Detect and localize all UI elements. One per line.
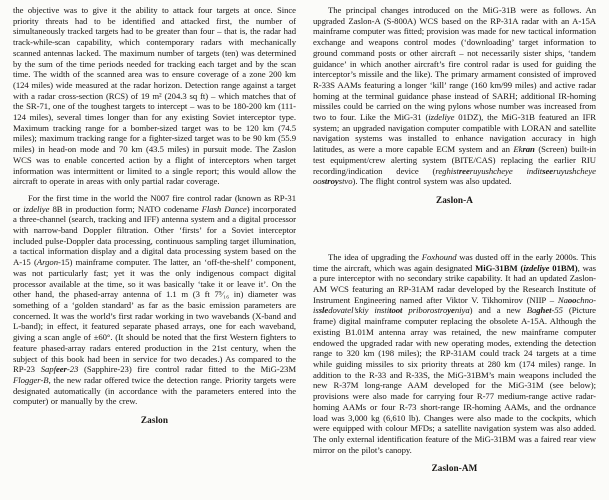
text-segment: chno-is (313, 294, 596, 316)
text-segment: Na (557, 294, 568, 305)
text-segment: ) incorporated a three-channel (search, tracking and IFF) antenna system and a digital processor with narrow-band Doppler filtration. Other ‘firsts’ for a Soviet interceptor included pulse-Doppler data processing, continuous sampling target illumination, a tactical information display and a digital data processing system based on the A-15 ( (13, 203, 296, 268)
text-segment: Argon (36, 257, 59, 268)
text-segment: the objective was to give it the ability to attack four targets at once. Since priority threats had to be identified and attacked first, the number of simultaneously tracked targets had to be greater than four – that is, the radar had track-while-scan capability, which contemporary radars with mechanically scanned antennas lacked. The maximum number of targets (ten) was determined by the sum of the time periods needed for tracking each target and by the scan time. The width of the scanned area was to ensure coverage of a zone 200 km (124 miles) wide measured at the radar horizon. Detection range against a target with a radar cross-section (RCS) of 19 m² (204.3 sq ft) – which matches that of the SR-71, one of the toughest targets to intercept – was to be 180-200 km (111-124 miles), several times longer than for any existing Soviet interceptor type. Maximum tracking range for a bomber-sized target was to be 120 km (74.5 miles); maximum tracking range for a fighter-sized target was to be 90 km (55.9 miles) in head-on mode and 70 km (43.5 miles) in pursuit mode. The Zaslon WCS was to enable concerted action by a flight of interceptors when target information was intermittent or limited to a single report; this would allow the aircraft to operate in areas with only partial radar coverage. (13, 5, 296, 187)
text-segment: 01DZ), the MiG-31B featured an IFR system; an upgraded navigation computer compatible with LORAN and satellite navigation systems was installed to enhance navigation accuracy in high latitudes, as were a more capable ECM system and an (313, 112, 596, 155)
text-segment: Flogger-B (13, 374, 49, 385)
text-segment: , the new radar offered twice the detection range. Priority targets were designated automatically (in accordance with the parameters entered into the computer) or manually by the crew. (13, 374, 296, 407)
text-segment: MiG-31BM ( (475, 262, 524, 273)
section-heading: Zaslon-AM (431, 463, 478, 474)
text-segment: -15) mainframe computer. The latter, an ‘off-the-shelf’ component, was not particularly fast; yet it was the only indigenous compact digital processor available at the time, so it was basically ‘take it or leave it’. On the other hand, the phased-array antenna of 1.1 m (3 ft 7⁵⁄₁₆ in) diameter was something of a ‘golden standard’ as far as the basic emission parameters are concerned. It was the world’s first radar working in two wavebands (X-band and L-band); in effect, it featured separate phased arrays, one for each waveband, giving a scan angle of ±60°. (It should be noted that the first Western fighters to feature phased-array radars entered production in the 21st century, when the subject of this book had been in service for two decades.) As compared to the RP-23 (13, 257, 296, 375)
paragraph (13, 193, 296, 407)
text-segment: Foxhound (421, 251, 457, 262)
text-segment: 8B in production form; NATO codename (49, 203, 202, 214)
text-segment: izdeliye (23, 203, 50, 214)
text-segment: For the first time in the world the N007 fire control radar (known as RP-31 or (13, 192, 296, 214)
text-segment: izdeliye (523, 262, 550, 273)
text-segment: was dusted off in the early 2000s. This time the aircraft, which was again designated (313, 251, 596, 273)
text-segment: (Screen) built-in test equipment/crew alerting system (BITE/CAS) replacing the earlier RIU recording/indication device ( (313, 144, 597, 176)
left-column (13, 5, 296, 474)
text-segment: ). The flight control system was also updated. (352, 176, 512, 187)
text-segment: ghet (536, 305, 552, 316)
text-segment: Flash Dance (201, 203, 247, 214)
paragraph (13, 5, 296, 187)
text-segment: see (542, 165, 554, 176)
text-segment: reghist (435, 165, 459, 176)
text-segment: izdeliye (428, 112, 455, 123)
text-segment: (Picture frame) digital mainframe computer replacing the obsolete A-15A. Although the existing B1.01M antenna array was retained, the new mainframe computer endowed the upgraded radar with new operating modes, extending the detection range to 320 km (198 miles); the RP-31AM could track 24 targets at a time while guiding missiles to six priority threats at 280 km (174 miles) range. In addition to the R-33 and R-33S, the MiG-31BM’s main weapons included the new R-37M long-range AAM developed for the MiG-31M (see below); provisions were also made for carrying four R-77 medium-range active radar-homing AAMs or four R-73 short-range IR-homing AAMs, and the ordnance load was 3,000 kg (6,610 lb). Changes were also made to the cockpits, which were equipped with colour MFDs; a satellite navigation system was also added. The only external identification feature of the MiG-31BM was a faired rear view mirror on the pilot’s canopy. (313, 305, 596, 455)
text-segment: stvo (338, 176, 353, 187)
text-segment: niya (454, 305, 470, 316)
text-segment: stroy (321, 176, 339, 187)
text-segment: The idea of upgrading the (328, 251, 422, 262)
text-segment: oo (567, 294, 577, 305)
paragraph (313, 5, 596, 187)
text-segment: ruyushcheye indit (469, 165, 543, 176)
text-segment: Ba (526, 305, 537, 316)
text-segment: ran (522, 144, 535, 155)
text-segment: sle (318, 305, 329, 316)
section-heading: Zaslon (140, 415, 169, 426)
text-segment: -55 (551, 305, 563, 316)
right-column (313, 5, 596, 474)
text-segment: The principal changes introduced on the MiG-31B were as follows. An upgraded Zaslon-A (S-800A) WCS based on the RP-31A radar with an A-15A mainframe computer was fitted; provision was made for new tactical information exchange and weapons control modes (‘downloading’ target information to ground command posts or other aircraft – not necessarily sister ships, ‘tandem guidance’ in which another aircraft’s fire control radar is used for guiding the interceptor’s missile and the like). The primary armament consisted of improved R-33S AAMs featuring a longer ‘kill’ range (160 km/99 miles) and active radar homing at the terminal guidance phase instead of SARH; additional IR-homing missiles could be carried on the wing pylons whose number was increased from two to four. Like the MiG-31 ( (313, 5, 596, 123)
text-segment: 01BM) (549, 262, 578, 273)
text-segment: , was a pure interceptor with no secondary strike capability. It had an updated Zaslon-AM WCS featuring an RP-31AM radar developed by the Research Institute of Instrument Engineering named after Viktor V. Tikhomirov (NIIP – (313, 262, 596, 305)
text-segment: toot (389, 305, 403, 316)
text-segment: eer (55, 364, 67, 375)
text-segment: priborostro (402, 305, 448, 316)
text-segment: ye (447, 305, 455, 316)
text-segment: ruyushcheye oo (313, 165, 596, 187)
text-segment: Ek (513, 144, 523, 155)
text-segment: ) and a new (469, 305, 527, 316)
text-segment: ree (458, 165, 470, 176)
text-segment: Sapf (40, 364, 56, 375)
two-column-layout (13, 5, 596, 474)
paragraph (313, 252, 596, 455)
text-segment: dovatel’skiy insti (328, 305, 390, 316)
section-heading: Zaslon-A (435, 194, 474, 205)
text-segment: -23 (66, 364, 79, 375)
text-segment: (Sapphire-23) fire control radar fitted to the MiG-23M (78, 364, 296, 375)
